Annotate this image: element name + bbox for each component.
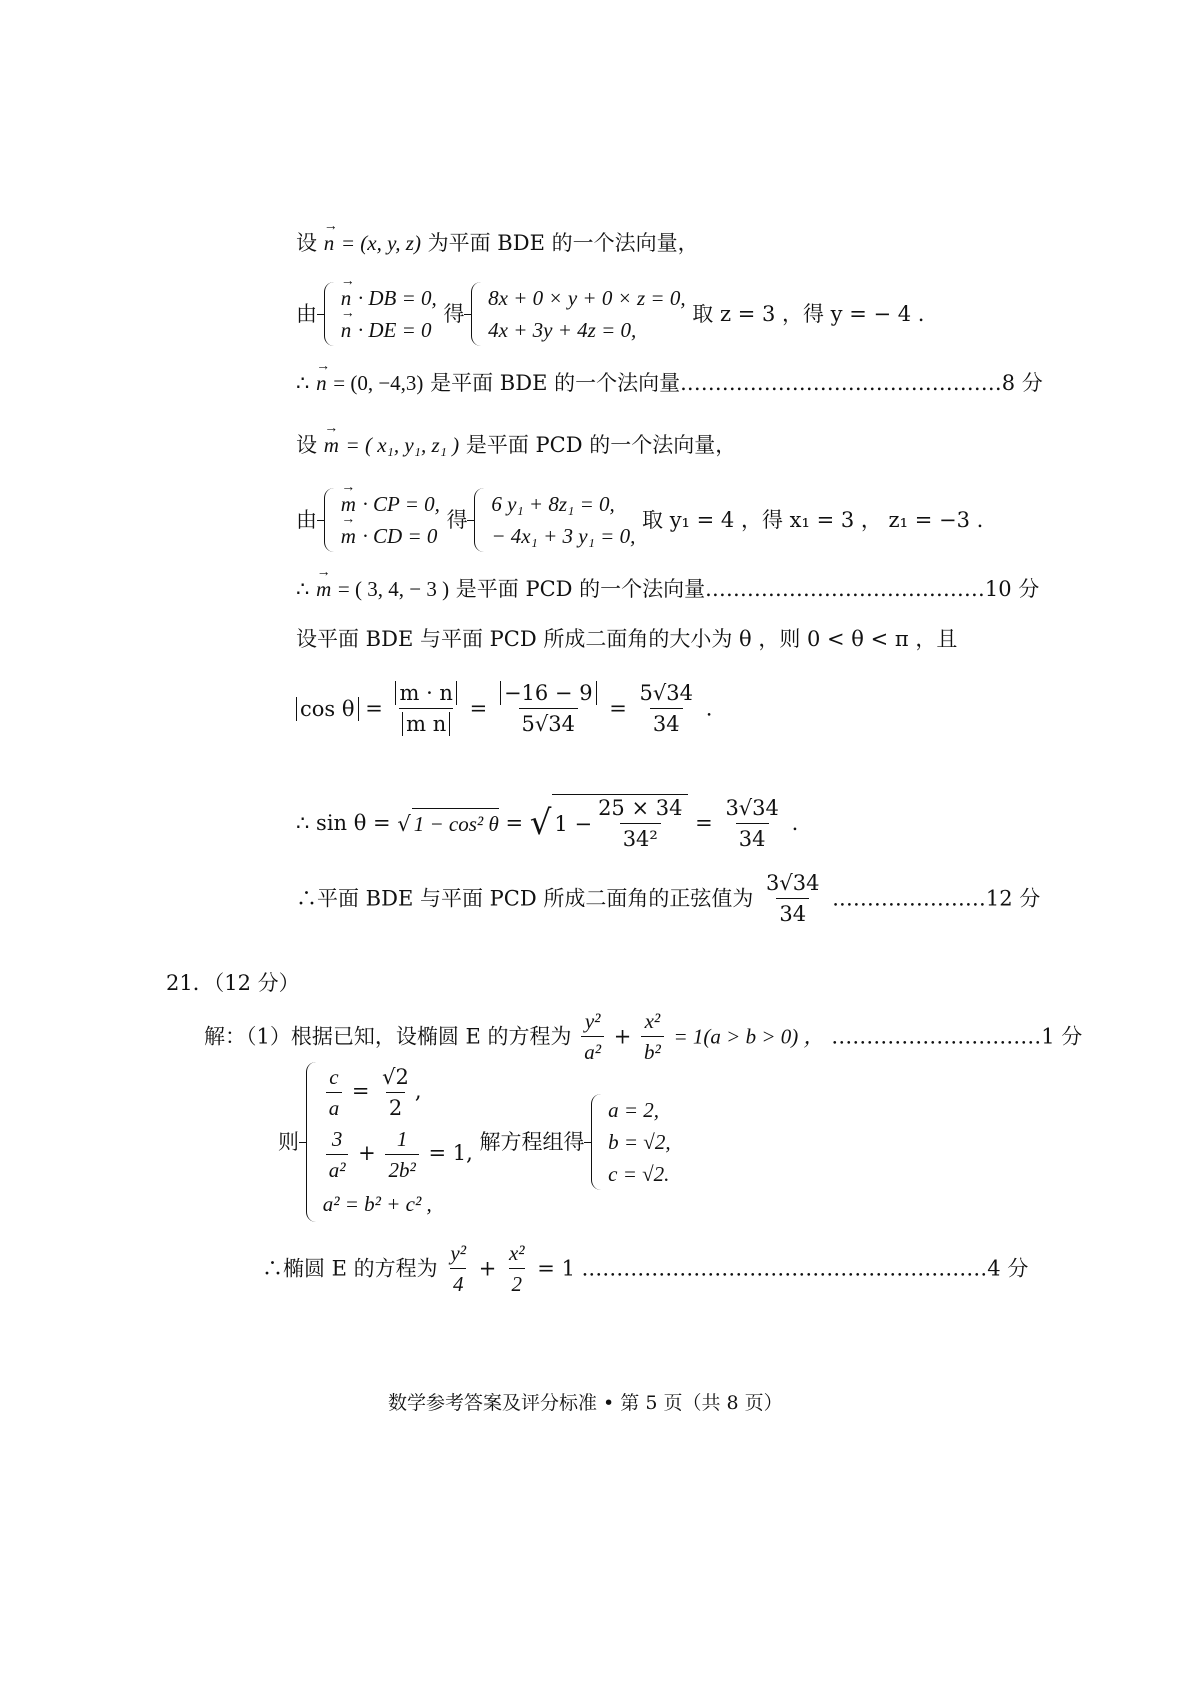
condition-cd: → m · CD = 0 — [341, 520, 440, 552]
equation-2: 4x + 3y + 4z = 0, — [488, 318, 637, 342]
sin-theta-formula: ∴ sin θ = √ 1 − cos² θ = √ 1 − $\frac{25 \times 34}{\text{34²}}$ = $\frac{3√34}{34}$ . — [296, 795, 799, 851]
conditions-m — [324, 488, 440, 552]
system-n — [296, 282, 924, 346]
conditions-n — [324, 282, 437, 346]
cos-theta-formula: cos θ = $\frac{m \cdot n}{\text{m n}}$ = $\frac{-16 - 9}{5√34}$ = $\frac{5√34}{34}$ . — [296, 680, 712, 737]
left-brace — [324, 488, 337, 552]
ellipse-setup: 解：（1）根据已知，设椭圆 E 的方程为 $\frac{\text{y²}}{\text{a²}}$ + $\frac{\text{x²}}{\text{b²}}$ = 1(a > b > 0) ， …………………………1 分 — [204, 1009, 1083, 1064]
equations-n — [471, 282, 685, 346]
page-footer: 数学参考答案及评分标准 • 第 5 页（共 8 页） — [388, 1392, 783, 1414]
ellipse-conditions — [306, 1062, 473, 1222]
equation-2: − 4x₁ + 3 y₁ = 0, — [491, 524, 636, 548]
left-brace — [306, 1062, 319, 1222]
text-take-z: 取 z = 3 ，得 y = − 4 . — [692, 302, 925, 326]
condition-eccentricity: $\frac{c}{a}$ = $\frac{√2}{2}$ , — [323, 1064, 473, 1121]
score-4: 4 分 — [987, 1256, 1029, 1281]
text-de: 得 — [443, 302, 465, 326]
score-10: 10 分 — [984, 577, 1040, 601]
score-8: 8 分 — [1001, 371, 1043, 395]
normal-vector-m-definition: 设 → m = ( x₁, y₁, z₁ ) 是平面 PCD 的一个法向量， — [296, 430, 736, 460]
equation-1: 6 y₁ + 8z₁ = 0, — [491, 492, 615, 516]
normal-vector-n-definition — [296, 228, 699, 258]
fraction-values: $\frac{-16 - 9}{5√34}$ — [497, 680, 600, 737]
score-1: 1 分 — [1041, 1024, 1083, 1049]
ellipse-system: 则 $\frac{c}{a}$ = $\frac{√2}{2}$ , $\frac{3}{\text{a²}}$ + $\frac{1}{\text{2b²}}$ = 1, a² = b² + c² , 解方程组得 a = 2, b = √2, c = √2. — [278, 1062, 671, 1222]
condition-de: → n · DE = 0 — [341, 314, 437, 346]
text-she: 设 — [296, 231, 317, 255]
text-you: 由 — [296, 302, 317, 326]
score-12: 12 分 — [985, 886, 1041, 911]
left-brace — [591, 1094, 604, 1190]
condition-db: → n · DB = 0, — [341, 282, 437, 314]
equations-m — [474, 488, 635, 552]
fraction-dot-over-norms: $\frac{m \cdot n}{\text{m n}}$ — [392, 680, 459, 737]
normal-vector-n-result: ∴ → n = (0, −4,3) 是平面 BDE 的一个法向量.………………………………………8 分 — [296, 368, 1043, 398]
left-brace — [474, 488, 487, 552]
sine-value-conclusion: ∴平面 BDE 与平面 PCD 所成二面角的正弦值为 $\frac{3√34}{34}$ .…………………12 分 — [296, 871, 1041, 926]
text-plane-bde-normal: 为平面 BDE 的一个法向量， — [427, 231, 699, 255]
ellipse-equation-result: ∴椭圆 E 的方程为 $\frac{\text{y²}}{4}$ + $\frac{\text{x²}}{2}$ = 1 .…………………………………………………4 分 — [262, 1241, 1029, 1296]
vector-n-coords: = (x, y, z) — [340, 231, 421, 255]
ellipse-solution: a = 2, b = √2, c = √2. — [591, 1094, 670, 1190]
left-brace — [324, 282, 337, 346]
condition-cp: → m · CP = 0, — [341, 488, 440, 520]
condition-point: $\frac{3}{\text{a²}}$ + $\frac{1}{\text{2b²}}$ = 1, — [323, 1126, 473, 1183]
normal-vector-m-result: ∴ → m = ( 3, 4, − 3 ) 是平面 PCD 的一个法向量.…………………………………10 分 — [296, 574, 1039, 604]
condition-abc: a² = b² + c² , — [322, 1191, 432, 1216]
left-brace — [471, 282, 484, 346]
vector-n: → n — [324, 228, 335, 258]
system-m: 由 → m · CP = 0, → m · CD = 0 得 6 y₁ + 8z₁ = 0, − 4x₁ + 3 y₁ = 0, 取 y₁ = 4 ，得 x₁ = 3 ， z₁ = −3 . — [296, 488, 983, 552]
question-21-label: 21．（12 分） — [166, 971, 300, 995]
dihedral-angle-statement: 设平面 BDE 与平面 PCD 所成二面角的大小为 θ ，则 0 < θ < π ，且 — [296, 627, 958, 651]
equation-1: 8x + 0 × y + 0 × z = 0, — [488, 286, 686, 310]
fraction-result: $\frac{5√34}{34}$ — [639, 681, 694, 736]
